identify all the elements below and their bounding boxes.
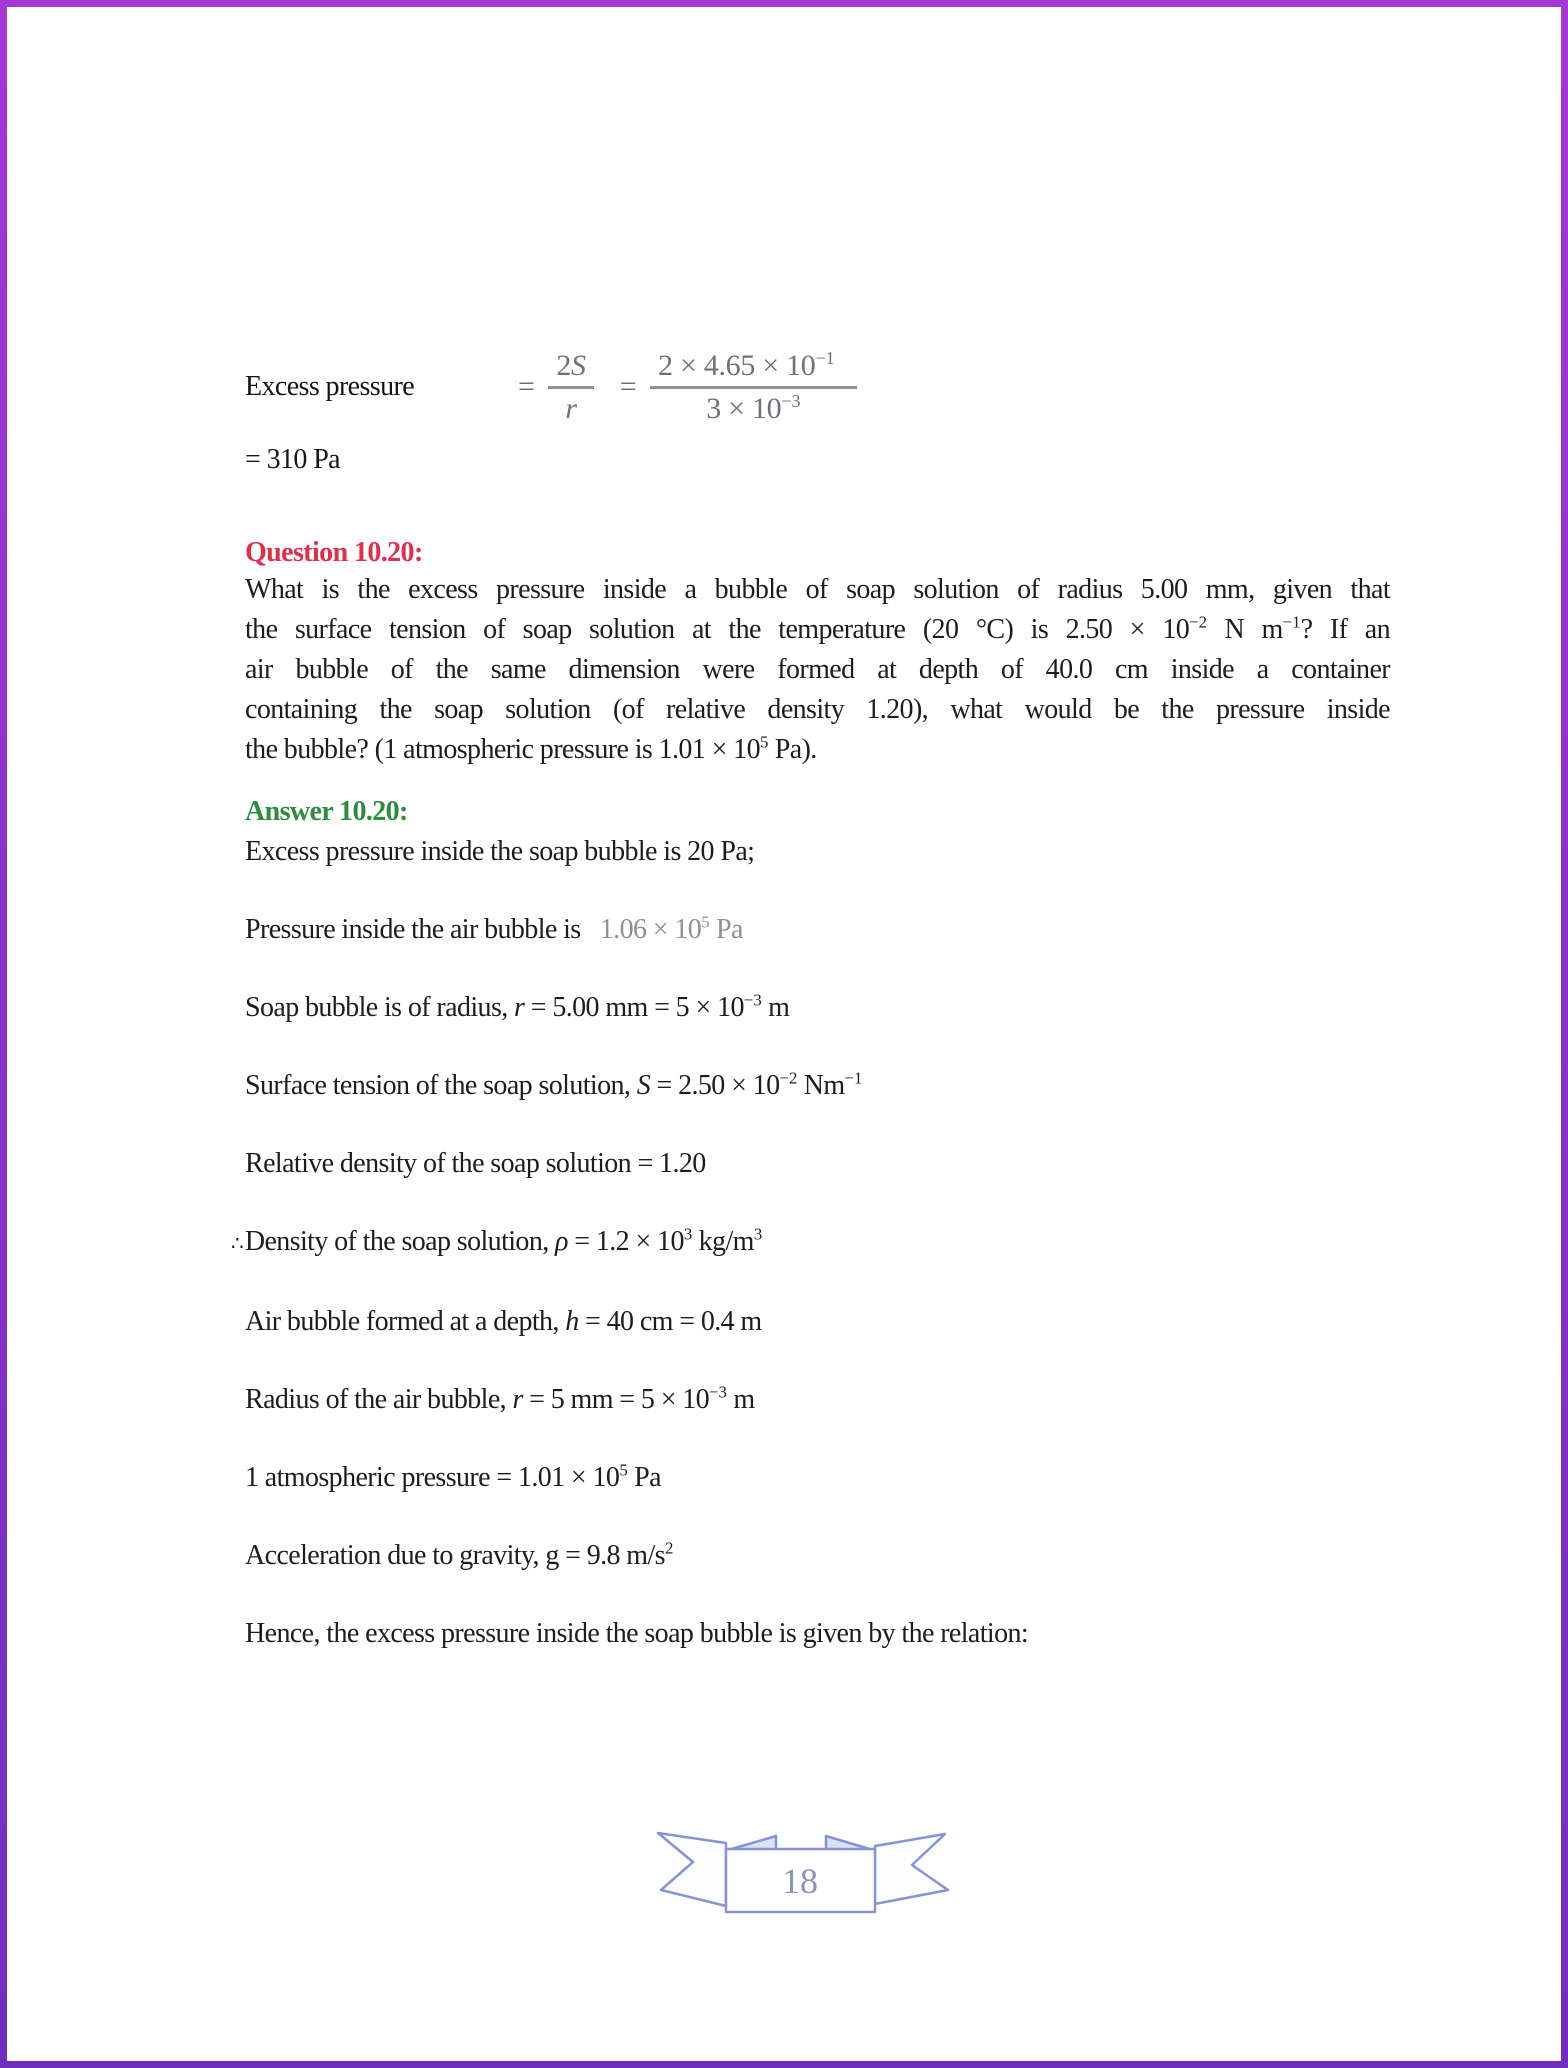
question-line: the bubble? (1 atmospheric pressure is $1.01 \times 10^5$ Pa). xyxy=(245,732,817,765)
solution-line: Radius of the air bubble, r = 5 mm = $5 \times 10^{-3}$ m xyxy=(245,1382,755,1415)
excess-pressure-formula xyxy=(245,345,1390,429)
solution-line: Relative density of the soap solution = 1.20 xyxy=(245,1148,706,1179)
page-number-ribbon xyxy=(640,1810,970,1930)
page-number: 18 xyxy=(782,1861,818,1901)
ribbon-banner-icon xyxy=(640,1810,970,1930)
fraction-numerator: $2 \times 4.65 \times 10^{-1}$ xyxy=(650,349,857,389)
formula-result: = 310 Pa xyxy=(245,444,340,475)
question-line: What is the excess pressure inside a bubble of soap solution of radius 5.00 mm, given that xyxy=(245,574,1390,605)
solution-line: ∴Density of the soap solution, $\rho = 1.2 \times 10^3$ $kg/m^3$ xyxy=(231,1224,763,1257)
question-body xyxy=(245,570,1390,770)
fraction-numerator: 2S xyxy=(548,349,593,389)
solution-line: 1 atmospheric pressure = $1.01 \times 10^5$ Pa xyxy=(245,1460,661,1493)
page-content xyxy=(231,345,1390,1692)
solution-line: Excess pressure inside the soap bubble is 20 Pa; xyxy=(245,836,755,867)
question-heading: Question 10.20: xyxy=(245,537,423,568)
answer-heading: Answer 10.20: xyxy=(245,796,408,827)
answer-body xyxy=(231,832,1390,1654)
fraction-values xyxy=(650,349,857,426)
question-line: containing the soap solution (of relative density 1.20), what would be the pressure inside xyxy=(245,694,1390,725)
solution-line: Air bubble formed at a depth, h = 40 cm = 0.4 m xyxy=(245,1306,762,1337)
solution-line: Acceleration due to gravity, g = 9.8 $m/s^2$ xyxy=(245,1538,674,1571)
equals-sign: = xyxy=(518,370,535,403)
document-page xyxy=(7,7,1561,2061)
fraction-denominator: $3 \times 10^{-3}$ xyxy=(706,390,801,425)
solution-line: Soap bubble is of radius, r = 5.00 mm = $5 \times 10^{-3}$ m xyxy=(245,990,790,1023)
question-line: the surface tension of soap solution at the temperature (20 °C) is $2.50 \times 10^{-2}$ N $m^{-1}$? If an xyxy=(245,612,1390,645)
solution-line: Surface tension of the soap solution, $S = 2.50 \times 10^{-2}$ $Nm^{-1}$ xyxy=(245,1068,863,1101)
fraction-2s-over-r xyxy=(548,349,593,426)
solution-line: Hence, the excess pressure inside the soap bubble is given by the relation: xyxy=(245,1618,1029,1649)
solution-line: Pressure inside the air bubble is $1.06 \times 10^5$ Pa xyxy=(245,912,743,945)
equals-sign: = xyxy=(619,370,637,403)
question-line: air bubble of the same dimension were formed at depth of 40.0 cm inside a container xyxy=(245,654,1390,685)
formula-label: Excess pressure xyxy=(245,371,415,402)
fraction-denominator: r xyxy=(565,391,577,425)
